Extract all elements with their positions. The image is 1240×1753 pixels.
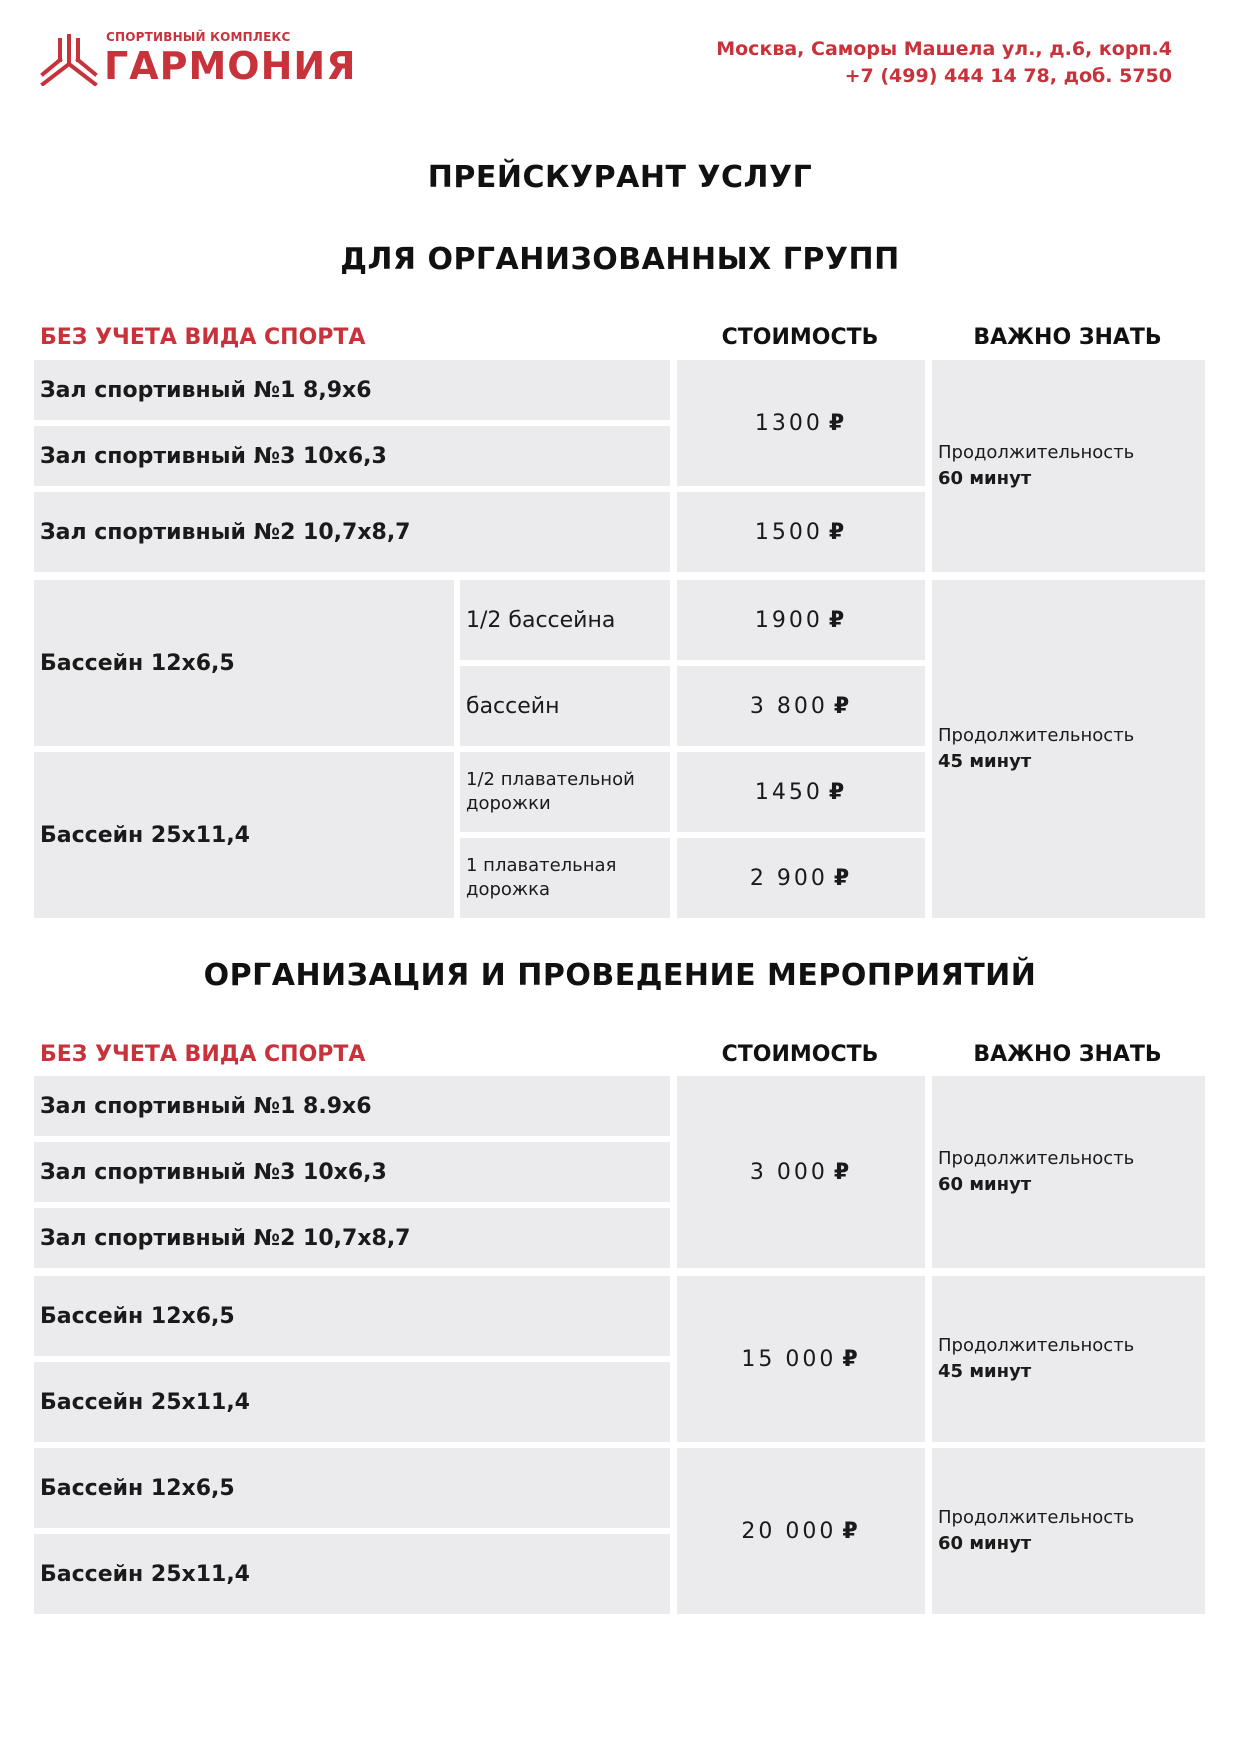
ruble-sign: ₽	[828, 779, 848, 805]
section-title-groups: ДЛЯ ОРГАНИЗОВАННЫХ ГРУПП	[340, 242, 900, 277]
pool-option	[460, 838, 670, 918]
column-header-category: БЕЗ УЧЕТА ВИДА СПОРТА	[40, 325, 366, 350]
pool-name: Бассейн 25х11,4	[40, 1561, 250, 1587]
price-value: 15 000	[741, 1346, 837, 1372]
info-label: Продолжительность	[938, 1335, 1135, 1356]
logo	[40, 30, 357, 96]
price-cell	[677, 360, 925, 486]
info-duration: 45 минут	[938, 751, 1032, 772]
price-cell	[677, 580, 925, 660]
hall-name: Зал спортивный №1 8,9х6	[40, 377, 372, 403]
ruble-sign: ₽	[842, 1346, 861, 1372]
price-value: 1450	[754, 779, 823, 805]
ruble-sign: ₽	[833, 1159, 853, 1185]
info-label: Продолжительность	[938, 1148, 1135, 1169]
option-label: 1/2 бассейна	[466, 607, 616, 633]
option-label: 1 плавательная дорожка	[466, 855, 617, 900]
price-cell	[677, 752, 925, 832]
price-cell	[677, 1076, 925, 1268]
hall-name: Зал спортивный №3 10х6,3	[40, 1159, 387, 1185]
event-pool-row	[34, 1534, 670, 1614]
pool-small-row	[34, 580, 454, 746]
logo-subtitle: СПОРТИВНЫЙ КОМПЛЕКС	[106, 30, 291, 44]
phone: +7 (499) 444 14 78, доб. 5750	[844, 65, 1172, 87]
address: Москва, Саморы Машела ул., д.6, корп.4	[716, 38, 1172, 60]
pool-option	[460, 666, 670, 746]
event-pool-row	[34, 1362, 670, 1442]
price-value: 3 000	[749, 1159, 828, 1185]
hall-name: Зал спортивный №2 10,7х8,7	[40, 519, 411, 545]
contacts	[716, 36, 1172, 90]
event-hall-3-row	[34, 1142, 670, 1202]
info-duration: 45 минут	[938, 1361, 1032, 1382]
price-cell	[677, 1448, 925, 1614]
column-header-price: СТОИМОСТЬ	[721, 1042, 879, 1067]
hall-name: Зал спортивный №2 10,7х8,7	[40, 1225, 411, 1251]
event-hall-2-row	[34, 1208, 670, 1268]
ruble-sign: ₽	[828, 607, 848, 633]
info-duration: 60 минут	[938, 1533, 1032, 1554]
price-cell	[677, 1276, 925, 1442]
column-header-info: ВАЖНО ЗНАТЬ	[973, 1042, 1162, 1067]
event-pool-row	[34, 1448, 670, 1528]
hall-2-row	[34, 492, 670, 572]
info-cell	[932, 1076, 1205, 1268]
section-title-events: ОРГАНИЗАЦИЯ И ПРОВЕДЕНИЕ МЕРОПРИЯТИЙ	[203, 958, 1037, 993]
price-cell	[677, 492, 925, 572]
price-cell	[677, 666, 925, 746]
pool-name: Бассейн 12х6,5	[40, 650, 235, 676]
pool-option	[460, 752, 670, 832]
pool-name: Бассейн 12х6,5	[40, 1475, 235, 1501]
ruble-sign: ₽	[833, 693, 853, 719]
option-label: бассейн	[466, 693, 560, 719]
pool-option	[460, 580, 670, 660]
option-label: 1/2 плавательной дорожки	[466, 769, 635, 814]
page-header	[0, 0, 1240, 110]
price-value: 1900	[754, 607, 823, 633]
price-value: 3 800	[749, 693, 828, 719]
info-label: Продолжительность	[938, 725, 1135, 746]
hall-name: Зал спортивный №1 8.9х6	[40, 1093, 372, 1119]
hall-1-row	[34, 360, 670, 420]
price-cell	[677, 838, 925, 918]
price-value: 2 900	[749, 865, 828, 891]
price-value: 20 000	[741, 1518, 837, 1544]
pool-name: Бассейн 25х11,4	[40, 1389, 250, 1415]
pool-large-row	[34, 752, 454, 918]
info-duration: 60 минут	[938, 468, 1032, 489]
price-value: 1500	[754, 519, 823, 545]
column-header-info: ВАЖНО ЗНАТЬ	[973, 325, 1162, 350]
ruble-sign: ₽	[833, 865, 853, 891]
pool-name: Бассейн 25х11,4	[40, 822, 250, 848]
info-label: Продолжительность	[938, 1507, 1135, 1528]
logo-emblem-icon	[40, 34, 98, 86]
price-value: 1300	[754, 410, 823, 436]
hall-name: Зал спортивный №3 10х6,3	[40, 443, 387, 469]
event-pool-row	[34, 1276, 670, 1356]
page-title: ПРЕЙСКУРАНТ УСЛУГ	[427, 160, 813, 195]
hall-3-row	[34, 426, 670, 486]
info-label: Продолжительность	[938, 442, 1135, 463]
logo-name: ГАРМОНИЯ	[104, 44, 357, 88]
info-cell	[932, 1276, 1205, 1442]
pool-name: Бассейн 12х6,5	[40, 1303, 235, 1329]
ruble-sign: ₽	[828, 519, 848, 545]
ruble-sign: ₽	[828, 410, 848, 436]
column-header-price: СТОИМОСТЬ	[721, 325, 879, 350]
column-header-category: БЕЗ УЧЕТА ВИДА СПОРТА	[40, 1042, 366, 1067]
event-hall-1-row	[34, 1076, 670, 1136]
ruble-sign: ₽	[842, 1518, 861, 1544]
info-cell	[932, 580, 1205, 918]
info-duration: 60 минут	[938, 1174, 1032, 1195]
info-cell	[932, 1448, 1205, 1614]
info-cell	[932, 360, 1205, 572]
